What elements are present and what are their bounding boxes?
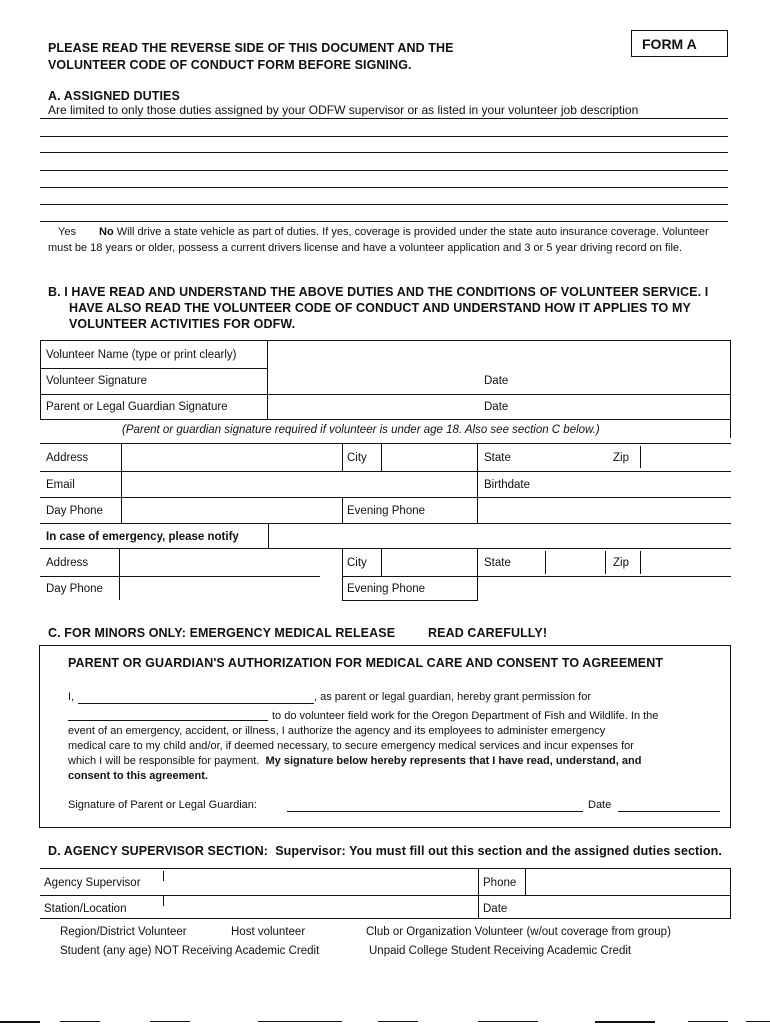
scan-mark [0,1021,40,1023]
supervisor-date-label: Date [483,903,508,915]
host-volunteer-option[interactable]: Host volunteer [231,926,306,938]
medical-body-line5-bold: My signature below hereby represents that I have read, understand, and [265,755,642,767]
rule [40,576,320,577]
supervisor-phone-field[interactable] [528,870,728,893]
scan-mark [688,1021,728,1022]
emergency-city-field[interactable] [384,551,474,574]
scan-mark [595,1021,655,1023]
rule [40,419,730,420]
station-location-label: Station/Location [44,903,127,915]
rule [640,446,641,468]
medical-date-label: Date [588,799,612,811]
duties-line-5[interactable] [40,187,728,188]
emergency-address-field[interactable] [122,551,340,574]
rule [163,871,164,881]
read-carefully-label: READ CAREFULLY! [428,626,548,640]
rule [40,471,731,472]
rule [478,868,479,918]
scan-mark [60,1021,100,1022]
section-d-heading [48,843,722,860]
volunteer-signature-field[interactable] [270,370,480,392]
emergency-address-label: Address [46,557,89,569]
rule [267,368,268,419]
region-district-volunteer-option[interactable]: Region/District Volunteer [60,926,187,938]
birthdate-label: Birthdate [484,479,531,491]
rule [342,576,731,577]
medical-date-field[interactable] [618,811,720,812]
rule [40,443,731,444]
rule [40,340,731,341]
day-phone-label: Day Phone [46,505,103,517]
guardian-note: (Parent or guardian signature required if volunteer is under age 18. Also see section C below.) [122,424,600,436]
guardian-name-field[interactable] [78,703,314,704]
rule [605,551,606,574]
rule [40,548,731,549]
duties-line-6[interactable] [40,204,728,205]
guardian-date-label: Date [484,401,509,413]
vehicle-text: Will drive a state vehicle as part of duties. If yes, coverage is provided under the state auto insurance coverage. Volunteer must be 18 years or older, possess a current drivers license and have a volunteer application and 3 or 5 year driving record on file. [48,226,709,254]
medical-body-line4: medical care to my child and/or, if deemed necessary, to secure emergency medical services and incur expenses for [68,740,634,752]
emergency-day-phone-field[interactable] [122,579,340,598]
evening-phone-field[interactable] [480,500,728,521]
section-d-heading-instructions: Supervisor: You must fill out this section and the assigned duties section. [275,844,722,858]
vehicle-yes-option[interactable]: Yes [58,226,76,238]
medical-body-line5 [68,755,641,767]
section-b-line2: HAVE ALSO READ THE VOLUNTEER CODE OF CONDUCT AND UNDERSTAND HOW IT APPLIES TO MY [69,301,691,315]
day-phone-field[interactable] [124,500,340,521]
volunteer-name-field[interactable] [270,343,728,367]
rule [381,548,382,576]
rule [163,896,164,906]
rule [40,918,731,919]
rule [40,868,731,869]
zip-label: Zip [613,452,629,464]
child-name-field[interactable] [68,720,268,721]
rule [730,868,731,918]
emergency-zip-label: Zip [613,557,629,569]
medical-release-title: PARENT OR GUARDIAN'S AUTHORIZATION FOR MEDICAL CARE AND CONSENT TO AGREEMENT [68,656,664,670]
emergency-contact-heading: In case of emergency, please notify [46,531,239,543]
address-field[interactable] [124,446,340,469]
rule [121,443,122,523]
supervisor-phone-label: Phone [483,877,517,889]
rule [267,340,268,368]
rule [40,340,41,420]
rule [40,368,267,369]
medical-body-line2: to do volunteer field work for the Oregon Department of Fish and Wildlife. In the [272,710,659,722]
state-label: State [484,452,511,464]
city-field[interactable] [384,446,474,469]
volunteer-name-label: Volunteer Name (type or print clearly) [46,349,237,361]
emergency-evening-phone-field[interactable] [480,579,728,598]
rule [525,868,526,895]
form-id: FORM A [642,36,697,52]
rule [40,497,731,498]
rule [40,895,731,896]
section-d-heading-title: D. AGENCY SUPERVISOR SECTION: [48,844,269,858]
page-title-line2: VOLUNTEER CODE OF CONDUCT FORM BEFORE SIGNING. [48,58,412,72]
emergency-city-label: City [347,557,367,569]
vehicle-paragraph [48,224,728,256]
form-id-box [631,30,728,57]
student-no-credit-option[interactable]: Student (any age) NOT Receiving Academic Credit [60,945,320,957]
emergency-evening-phone-label: Evening Phone [347,583,426,595]
rule [342,443,343,471]
email-field[interactable] [124,474,474,495]
rule [342,548,343,600]
scan-mark [150,1021,190,1022]
volunteer-date-field[interactable] [520,370,726,392]
rule [477,548,478,600]
scan-mark [258,1021,342,1022]
volunteer-signature-label: Volunteer Signature [46,375,148,387]
section-c-heading: C. FOR MINORS ONLY: EMERGENCY MEDICAL RELEASE [48,626,396,640]
i-label: I, [68,691,75,703]
rule [40,523,731,524]
college-student-credit-option[interactable]: Unpaid College Student Receiving Academic Credit [369,945,632,957]
birthdate-field[interactable] [545,474,728,495]
section-a-subtext: Are limited to only those duties assigned by your ODFW supervisor or as listed in your volunteer job description [48,103,639,117]
medical-body-line5-normal: which I will be responsible for payment. [68,755,260,767]
address-label: Address [46,452,89,464]
agency-supervisor-label: Agency Supervisor [44,877,141,889]
duties-line-4[interactable] [40,170,728,171]
evening-phone-label: Evening Phone [347,505,426,517]
rule [640,551,641,574]
guardian-date-field[interactable] [520,396,726,418]
duties-line-7[interactable] [40,221,728,222]
guardian-signature-field[interactable] [270,396,480,418]
emergency-zip-field[interactable] [643,551,728,574]
rule [545,551,546,574]
emergency-state-label: State [484,557,511,569]
supervisor-date-field[interactable] [528,897,728,916]
grant-permission-text: , as parent or legal guardian, hereby grant permission for [314,691,591,703]
email-label: Email [46,479,75,491]
rule [119,548,120,600]
section-b-line1: B. I HAVE READ AND UNDERSTAND THE ABOVE DUTIES AND THE CONDITIONS OF VOLUNTEER SERVICE. I [48,285,709,299]
scan-mark [478,1021,538,1022]
medical-body-line3: event of an emergency, accident, or illness, I authorize the agency and its employees to administer emergency [68,725,606,737]
scan-mark [746,1021,770,1022]
emergency-day-phone-label: Day Phone [46,583,103,595]
section-a-heading: A. ASSIGNED DUTIES [48,89,180,103]
rule [268,523,269,548]
rule [730,340,731,438]
emergency-contact-name-field[interactable] [271,526,728,546]
duties-line-2[interactable] [40,136,728,137]
vehicle-no-option[interactable]: No [99,226,114,238]
zip-field[interactable] [643,446,728,469]
rule [342,497,343,523]
medical-signature-field[interactable] [287,811,583,812]
medical-body-line6: consent to this agreement. [68,770,208,782]
state-field[interactable] [520,446,610,469]
scan-mark [378,1021,418,1022]
club-organization-volunteer-option[interactable]: Club or Organization Volunteer (w/out coverage from group) [366,926,671,938]
rule [40,394,730,395]
guardian-signature-label: Parent or Legal Guardian Signature [46,401,228,413]
city-label: City [347,452,367,464]
duties-line-1[interactable] [40,118,728,119]
section-b-line3: VOLUNTEER ACTIVITIES FOR ODFW. [69,317,296,331]
rule [381,443,382,471]
station-location-field[interactable] [166,897,476,916]
duties-line-3[interactable] [40,152,728,153]
agency-supervisor-field[interactable] [166,870,476,893]
guardian-signature-prompt: Signature of Parent or Legal Guardian: [68,799,257,811]
rule [477,443,478,523]
emergency-state-field[interactable] [548,551,603,574]
page-title-line1: PLEASE READ THE REVERSE SIDE OF THIS DOCUMENT AND THE [48,41,454,55]
volunteer-date-label: Date [484,375,509,387]
rule [342,600,478,601]
